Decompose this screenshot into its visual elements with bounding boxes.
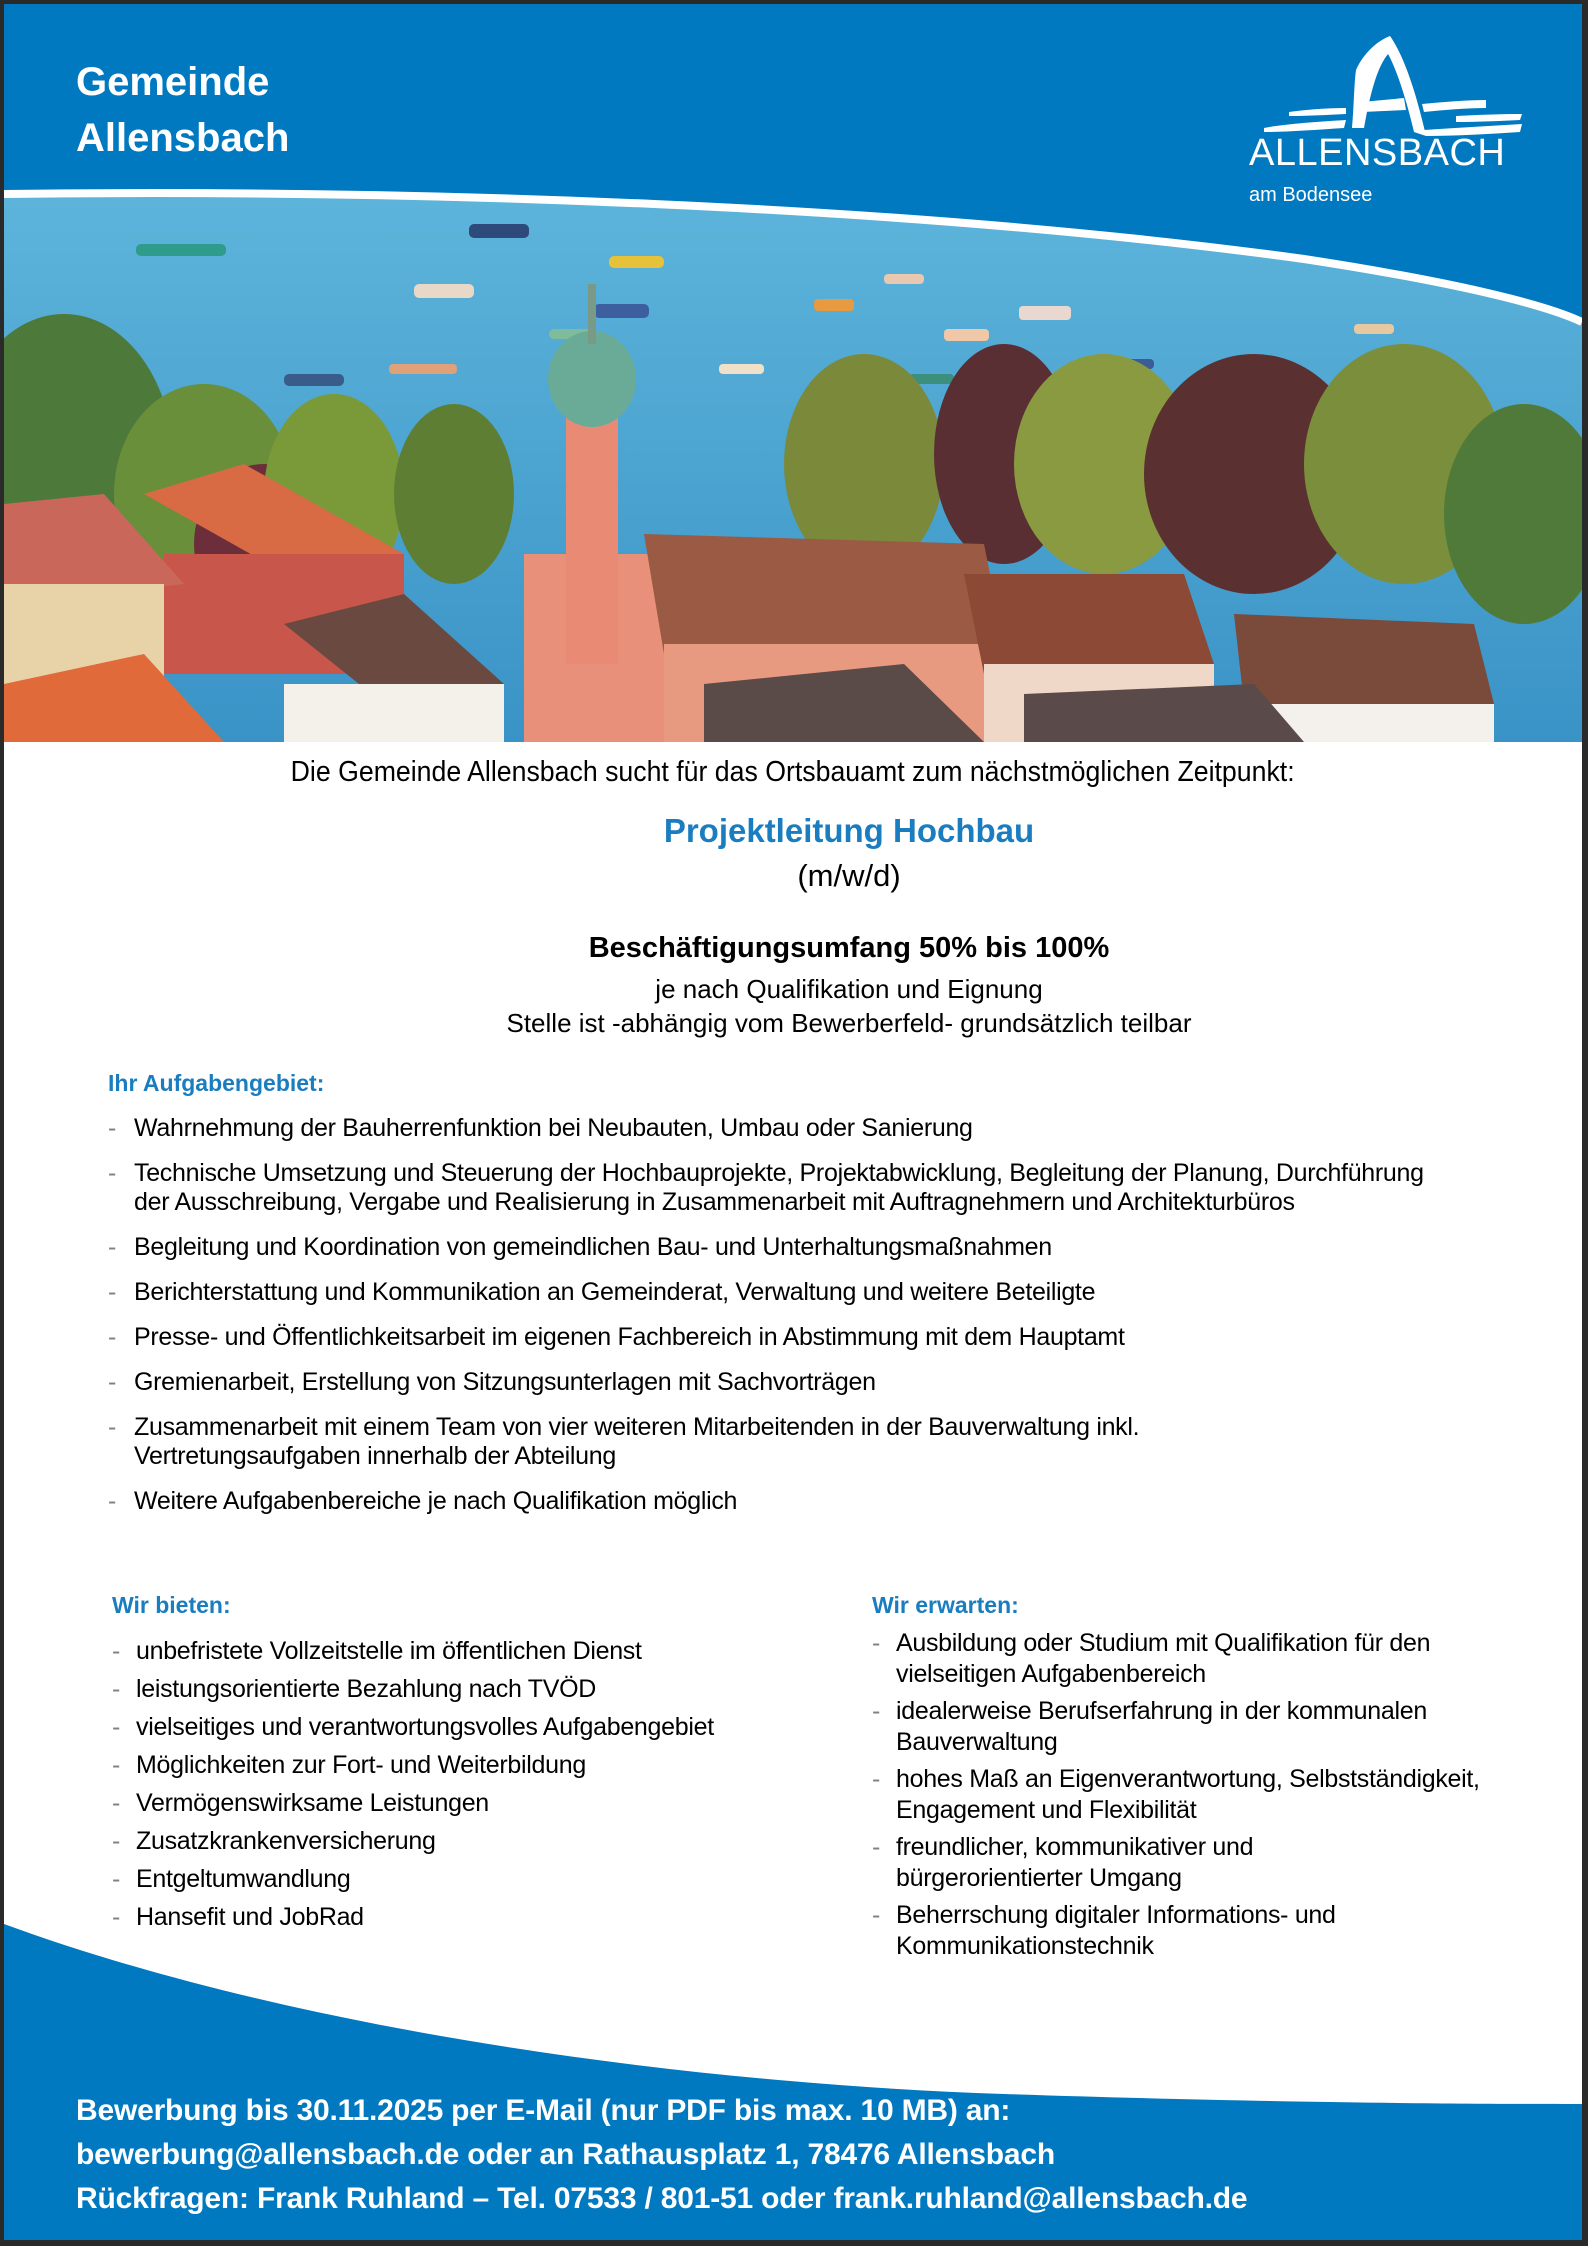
application-address: bewerbung@allensbach.de oder an Rathausplatz 1, 78476 Allensbach <box>76 2138 1055 2171</box>
list-item: - Berichterstattung und Kommunikation an Gemeinderat, Verwaltung und weitere Beteiligte <box>108 1278 1096 1306</box>
footer-banner <box>4 1924 1582 2240</box>
application-deadline: Bewerbung bis 30.11.2025 per E-Mail (nur PDF bis max. 10 MB) an: <box>76 2094 1011 2127</box>
application-info <box>76 2089 1247 2221</box>
list-item: - vielseitiges und verantwortungsvolles Aufgabengebiet <box>112 1713 714 1741</box>
bullet-dash-icon: - <box>112 1865 121 1893</box>
list-item: - idealerweise Berufserfahrung in der kommunalen Bauverwaltung <box>872 1697 1427 1756</box>
list-item: - hohes Maß an Eigenverantwortung, Selbstständigkeit, Engagement und Flexibilität <box>872 1765 1480 1824</box>
bullet-dash-icon: - <box>112 1827 121 1855</box>
list-item: - Weitere Aufgabenbereiche je nach Qualifikation möglich <box>108 1487 738 1515</box>
bullet-dash-icon: - <box>108 1487 117 1515</box>
bullet-dash-icon: - <box>108 1278 117 1306</box>
bullet-dash-icon: - <box>108 1368 117 1396</box>
bullet-dash-icon: - <box>872 1901 881 1929</box>
bullet-dash-icon: - <box>108 1233 117 1261</box>
list-item: - Gremienarbeit, Erstellung von Sitzungsunterlagen mit Sachvorträgen <box>108 1368 876 1396</box>
bullet-dash-icon: - <box>108 1413 117 1441</box>
job-gender: (m/w/d) <box>797 858 901 893</box>
list-item: - freundlicher, kommunikativer und bürgerorientierter Umgang <box>872 1833 1254 1892</box>
expect-heading: Wir erwarten: <box>872 1592 1019 1618</box>
tasks-heading: Ihr Aufgabengebiet: <box>108 1070 325 1096</box>
municipality-title: Gemeinde Allensbach <box>76 60 290 160</box>
tasks-list <box>108 1114 1508 1532</box>
bullet-dash-icon: - <box>108 1114 117 1142</box>
offer-list <box>112 1636 812 1940</box>
logo-tagline: am Bodensee <box>1249 184 1373 206</box>
job-title: Projektleitung Hochbau <box>663 812 1035 849</box>
hero-photo-lake-town <box>4 164 1582 742</box>
list-item: - Zusatzkrankenversicherung <box>112 1827 436 1855</box>
bullet-dash-icon: - <box>112 1751 121 1779</box>
offer-heading: Wir bieten: <box>112 1592 231 1618</box>
intro-text: Die Gemeinde Allensbach sucht für das Ortsbauamt zum nächstmöglichen Zeitpunkt: <box>291 756 1295 788</box>
bullet-dash-icon: - <box>112 1903 121 1931</box>
contact-info: Rückfragen: Frank Ruhland – Tel. 07533 / 801-51 oder frank.ruhland@allensbach.de <box>76 2182 1248 2215</box>
list-item: - leistungsorientierte Bezahlung nach TVÖD <box>112 1675 597 1703</box>
bullet-dash-icon: - <box>108 1159 117 1187</box>
list-item: - Presse- und Öffentlichkeitsarbeit im eigenen Fachbereich in Abstimmung mit dem Hauptamt <box>108 1323 1125 1351</box>
list-item: - unbefristete Vollzeitstelle im öffentlichen Dienst <box>112 1637 642 1665</box>
bullet-dash-icon: - <box>112 1713 121 1741</box>
scope-divisible: Stelle ist -abhängig vom Bewerberfeld- grundsätzlich teilbar <box>506 1008 1192 1038</box>
bullet-dash-icon: - <box>112 1675 121 1703</box>
list-item: - Technische Umsetzung und Steuerung der Hochbauprojekte, Projektabwicklung, Begleitung der Planung, Durchführung der Ausschreibung, Vergabe und Realisierung in Zusammenarbeit mit Auftragnehmern und Architekturbüros <box>108 1159 1424 1216</box>
list-item: - Zusammenarbeit mit einem Team von vier weiteren Mitarbeitenden in der Bauverwaltung inkl. Vertretungsaufgaben innerhalb der Abteilung <box>108 1413 1140 1470</box>
bullet-dash-icon: - <box>112 1637 121 1665</box>
list-item: - Begleitung und Koordination von gemeindlichen Bau- und Unterhaltungsmaßnahmen <box>108 1233 1052 1261</box>
list-item: - Entgeltumwandlung <box>112 1865 351 1893</box>
scope-qualification: je nach Qualifikation und Eignung <box>655 974 1043 1004</box>
bullet-dash-icon: - <box>872 1697 881 1725</box>
bullet-dash-icon: - <box>872 1629 881 1657</box>
bullet-dash-icon: - <box>872 1765 881 1793</box>
list-item: - Vermögenswirksame Leistungen <box>112 1789 489 1817</box>
bullet-dash-icon: - <box>112 1789 121 1817</box>
job-advertisement <box>4 4 1582 2240</box>
logo-wordmark: ALLENSBACH <box>1249 132 1506 174</box>
bullet-dash-icon: - <box>108 1323 117 1351</box>
list-item: - Hansefit und JobRad <box>112 1903 364 1931</box>
expect-list <box>872 1628 1532 1968</box>
list-item: - Möglichkeiten zur Fort- und Weiterbildung <box>112 1751 586 1779</box>
list-item: - Ausbildung oder Studium mit Qualifikation für den vielseitigen Aufgabenbereich <box>872 1629 1431 1688</box>
list-item: - Wahrnehmung der Bauherrenfunktion bei Neubauten, Umbau oder Sanierung <box>108 1114 973 1142</box>
employment-scope: Beschäftigungsumfang 50% bis 100% <box>588 932 1110 964</box>
list-item: - Beherrschung digitaler Informations- und Kommunikationstechnik <box>872 1901 1336 1960</box>
bullet-dash-icon: - <box>872 1833 881 1861</box>
